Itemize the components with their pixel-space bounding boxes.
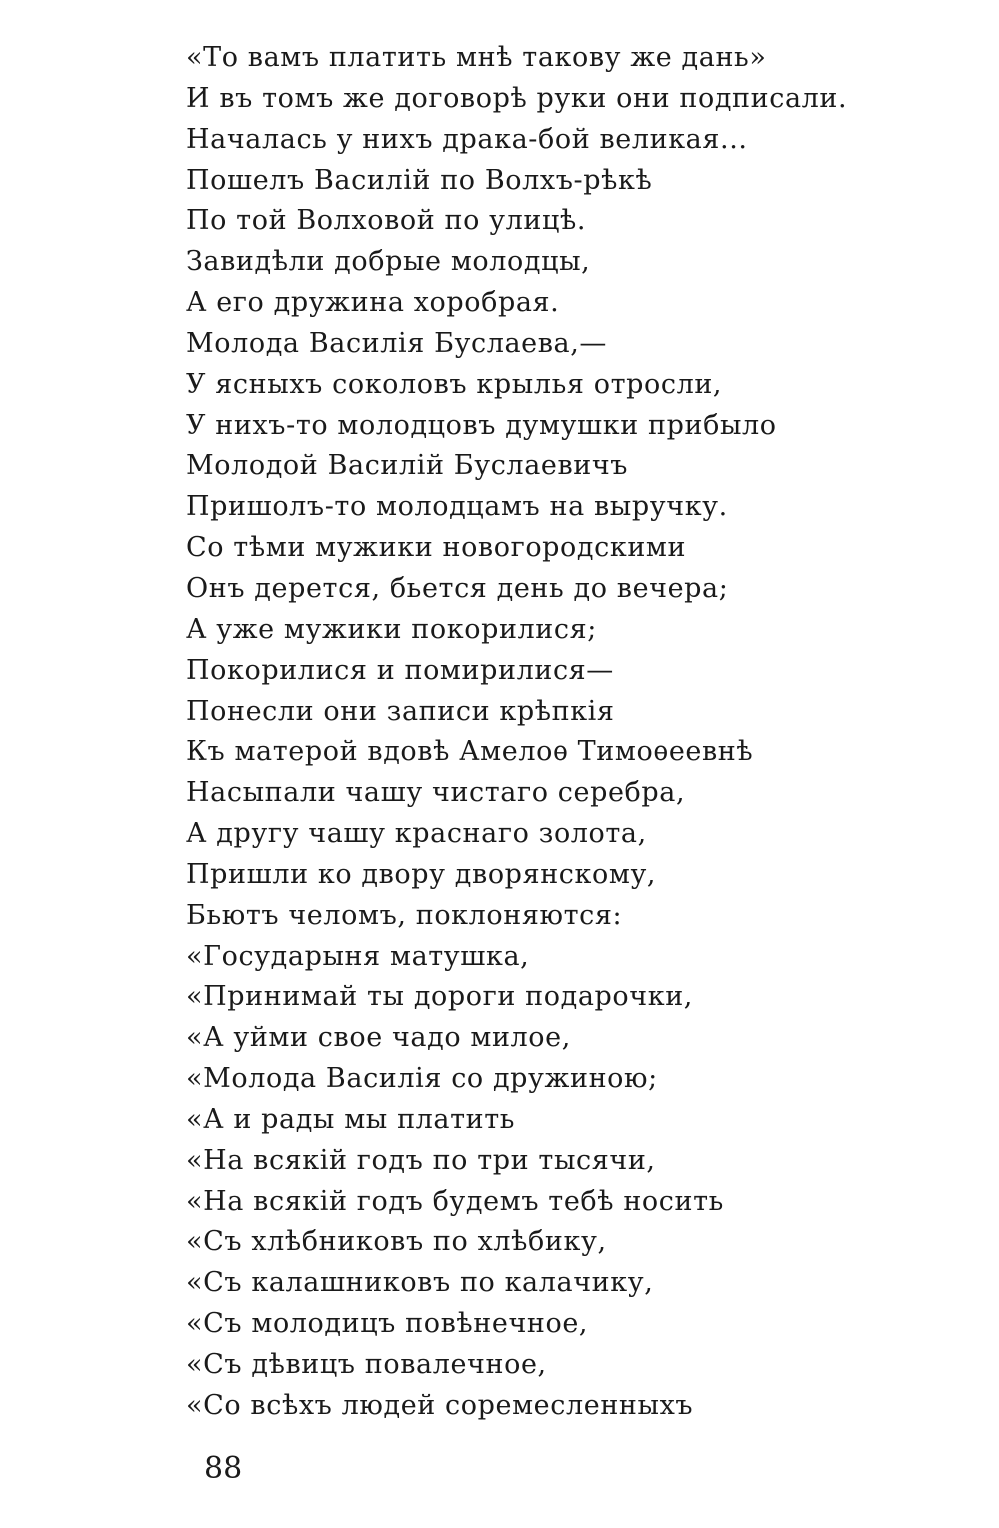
poem-line: «Со всѣхъ людей соремесленныхъ [186, 1389, 694, 1421]
poem-line: По той Волховой по улицѣ. [186, 205, 587, 237]
poem-line: Онъ дерется, бьется день до вечера; [186, 572, 729, 604]
poem-line: «Принимай ты дороги подарочки, [186, 981, 693, 1013]
poem-line: Завидѣли добрые молодцы, [186, 246, 591, 278]
poem-line: Молода Василія Буслаева,— [186, 327, 608, 359]
poem-text [186, 38, 847, 1427]
poem-line: Къ матерой вдовѣ Амелоѳ Тимоѳеевнѣ [186, 736, 754, 768]
poem-line: Пришли ко двору дворянскому, [186, 858, 657, 890]
poem-line: «Съ молодицъ повѣнечное, [186, 1308, 589, 1340]
poem-line: А другу чашу краснаго золота, [186, 818, 647, 850]
poem-line: А его дружина хоробрая. [186, 287, 560, 319]
poem-line: «Съ хлѣбниковъ по хлѣбику, [186, 1226, 607, 1258]
poem-line: А уже мужики покорилися; [186, 613, 597, 645]
poem-line: Пришолъ-то молодцамъ на выручку. [186, 491, 728, 523]
poem-line: И въ томъ же договорѣ руки они подписали. [186, 82, 848, 114]
poem-line: Покорилися и помирилися— [186, 654, 614, 686]
poem-line: У ясныхъ соколовъ крылья отросли, [186, 368, 723, 400]
poem-line: Бьютъ челомъ, поклоняются: [186, 899, 623, 931]
poem-line: «А и рады мы платить [186, 1103, 516, 1135]
poem-line: Со тѣми мужики новогородскими [186, 532, 687, 564]
poem-line: «Съ дѣвицъ повалечное, [186, 1349, 547, 1380]
poem-line: Молодой Василій Буслаевичъ [186, 450, 629, 482]
poem-line: Началась у нихъ драка-бой великая... [186, 123, 748, 155]
poem-line: Насыпали чашу чистаго серебра, [186, 777, 686, 809]
poem-line: «Молода Василія со дружиною; [186, 1063, 658, 1095]
poem-line: Пошелъ Василій по Волхъ-рѣкѣ [186, 164, 653, 196]
poem-line: «Государыня матушка, [186, 940, 530, 972]
poem-line: «Съ калашниковъ по калачику, [186, 1267, 654, 1299]
poem-line: «То вамъ платить мнѣ такову же дань» [186, 42, 767, 73]
poem-line: «На всякій годъ по три тысячи, [186, 1144, 656, 1176]
poem-line: У нихъ-то молодцовъ думушки прибыло [186, 409, 777, 441]
poem-line: «На всякій годъ будемъ тебѣ носить [186, 1185, 724, 1217]
poem-line: «А уйми свое чадо милое, [186, 1022, 571, 1054]
page-number: 88 [204, 1451, 243, 1486]
poem-line: Понесли они записи крѣпкія [186, 695, 615, 727]
